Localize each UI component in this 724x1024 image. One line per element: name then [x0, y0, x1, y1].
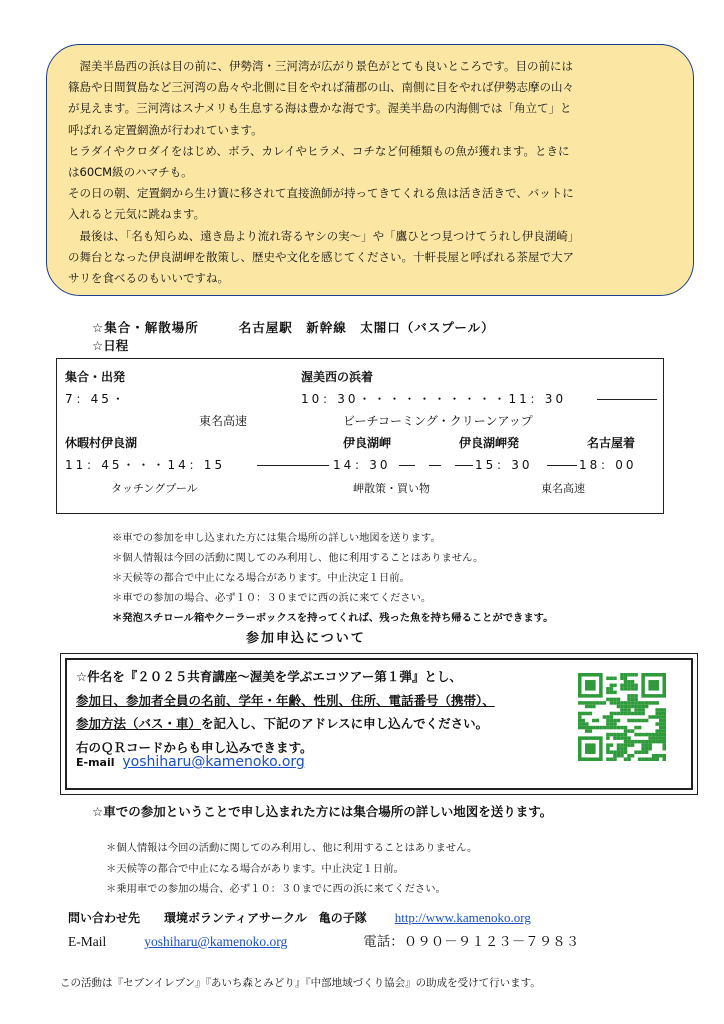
intro-line: 篠島や日間賀島など三河湾の島々や北側に目をやれば蒲郡の山、南側に目をやれば伊勢志摩の山々: [68, 80, 574, 95]
meeting-label: ☆集合・解散場所: [92, 320, 199, 335]
arrive-label: 渥美西の浜着: [301, 370, 374, 384]
contact-org: 環境ボランティアサークル 亀の子隊: [164, 911, 367, 925]
sub-1: タッチングプール: [111, 482, 198, 495]
email-label: E-Mail: [68, 934, 107, 949]
time-3: 15：30: [475, 458, 533, 472]
intro-text: [68, 56, 680, 289]
email-line: [76, 754, 305, 770]
car-note: ☆車での参加ということで申し込まれた方には集合場所の詳しい地図を送ります。: [92, 804, 553, 819]
time-2: 14：30: [333, 458, 391, 472]
highway-label: 東名高速: [199, 414, 248, 428]
email-label: E-mail: [76, 756, 115, 769]
depart-label: 集合・出発: [65, 370, 126, 384]
note-line: ＊乗用車での参加の場合、必ず１０：３０までに西の浜に来てください。: [106, 883, 446, 895]
meeting-line: [92, 318, 495, 336]
depart-time: 7：45・: [65, 392, 127, 406]
phone-label: 電話：: [363, 934, 404, 949]
apply-line: [76, 712, 495, 736]
phone-number: ０９０－９１２３－７９８３: [403, 934, 580, 949]
schedule-box: [56, 358, 664, 514]
timeline-line: [547, 465, 577, 466]
note-line: ＊天候等の都合で中止になる場合があります。中止決定１日前。: [112, 572, 410, 584]
activity-label: ビーチコーミング・クリーンアップ: [343, 414, 533, 428]
contact-label: 問い合わせ先: [68, 911, 141, 925]
note-line-bold: ＊発泡スチロール箱やクーラーボックスを持ってくれば、残った魚を持ち帰ることができます。: [112, 612, 554, 624]
timeline-line: [597, 399, 657, 400]
note-line: ＊天候等の都合で中止になる場合があります。中止決定１日前。: [106, 862, 404, 875]
notes-block: [112, 528, 553, 628]
qr-code-graphic: [578, 673, 666, 761]
intro-line: が見えます。三河湾はスナメリも生息する海は豊かな海です。渥美半島の内海側では「角立て」と: [68, 101, 572, 116]
intro-line: は60CM級のハマチも。: [68, 165, 193, 180]
place-2: 伊良湖岬: [343, 436, 392, 450]
intro-line: 渥美半島西の浜は目の前に、伊勢湾・三河湾が広がり景色がとても良いところです。目の前には: [68, 59, 573, 73]
intro-line: 最後は、「名も知らぬ、遠き島より流れ寄るヤシの実～」や「鷹ひとつ見つけてうれし伊良湖崎」: [68, 228, 580, 243]
intro-line: の舞台となった伊良湖岬を散策し、歴史や文化を感じてください。十軒長屋と呼ばれる茶屋で大ア: [68, 249, 574, 264]
apply-line: 参加日、参加者全員の名前、学年・年齢、性別、住所、電話番号（携帯）、: [76, 692, 495, 708]
apply-method: 参加方法（バス・車）: [76, 716, 202, 731]
intro-line: 呼ばれる定置網漁が行われています。: [68, 122, 263, 137]
note-line: ※車での参加を申し込まれた方には集合場所の詳しい地図を送ります。: [112, 532, 441, 544]
contact-line-2: [68, 930, 579, 950]
footer-text: この活動は『セブンイレブン』『あいち森とみどり』『中部地域づくり協会』の助成を受けて行います。: [60, 977, 541, 989]
note-line: ＊個人情報は今回の活動に関してのみ利用し、他に利用することはありません。: [112, 552, 484, 564]
website-link[interactable]: http://www.kamenoko.org: [394, 910, 531, 925]
schedule-label: ☆日程: [92, 338, 129, 353]
intro-line: ヒラダイやクロダイをはじめ、ボラ、カレイやヒラメ、コチなど何種類もの魚が獲れます。ときに: [68, 143, 570, 158]
contact-email-link[interactable]: yoshiharu@kamenoko.org: [144, 934, 288, 949]
sub-3: 東名高速: [541, 482, 585, 495]
time-1: 11：45・・・14：15: [65, 458, 226, 472]
email-link[interactable]: yoshiharu@kamenoko.org: [122, 754, 305, 770]
arrive-time: 10：30・・・・・・・・・・11：30: [301, 392, 567, 406]
timeline-line: [257, 465, 329, 466]
notes-block-2: [106, 838, 477, 900]
intro-line: 入れると元気に跳ねます。: [68, 207, 206, 222]
place-1: 休暇村伊良湖: [65, 436, 138, 450]
note-line: ＊個人情報は今回の活動に関してのみ利用し、他に利用することはありません。: [106, 842, 478, 854]
note-line: ＊車での参加の場合、必ず１０：３０までに西の浜に来てください。: [112, 592, 432, 604]
contact-line: [68, 909, 531, 926]
timeline-line: [455, 465, 473, 466]
qr-code-icon[interactable]: [578, 673, 666, 761]
sub-2: 岬散策・買い物: [353, 482, 430, 495]
place-4: 名古屋着: [587, 436, 636, 450]
place-3: 伊良湖岬発: [459, 436, 520, 450]
apply-line: 右のＱＲコードからも申し込みできます。: [76, 739, 313, 755]
intro-line: その日の朝、定置網から生け簀に移されて直接漁師が持ってきてくれる魚は活き活きで、バットに: [68, 186, 574, 201]
apply-instruction: を記入し、下記のアドレスに申し込んでください。: [201, 716, 489, 731]
intro-line: サリを食べるのもいいですね。: [68, 271, 229, 286]
meeting-value: 名古屋駅 新幹線 太閤口（バスプール）: [238, 320, 495, 335]
time-4: 18：00: [579, 458, 637, 472]
timeline-line: [399, 465, 415, 466]
apply-line: ☆件名を『２０２５共育講座～渥美を学ぶエコツアー第１弾』とし、: [76, 669, 462, 684]
timeline-line: [429, 465, 441, 466]
apply-text: [76, 665, 495, 759]
apply-title: 参加申込について: [246, 631, 366, 646]
